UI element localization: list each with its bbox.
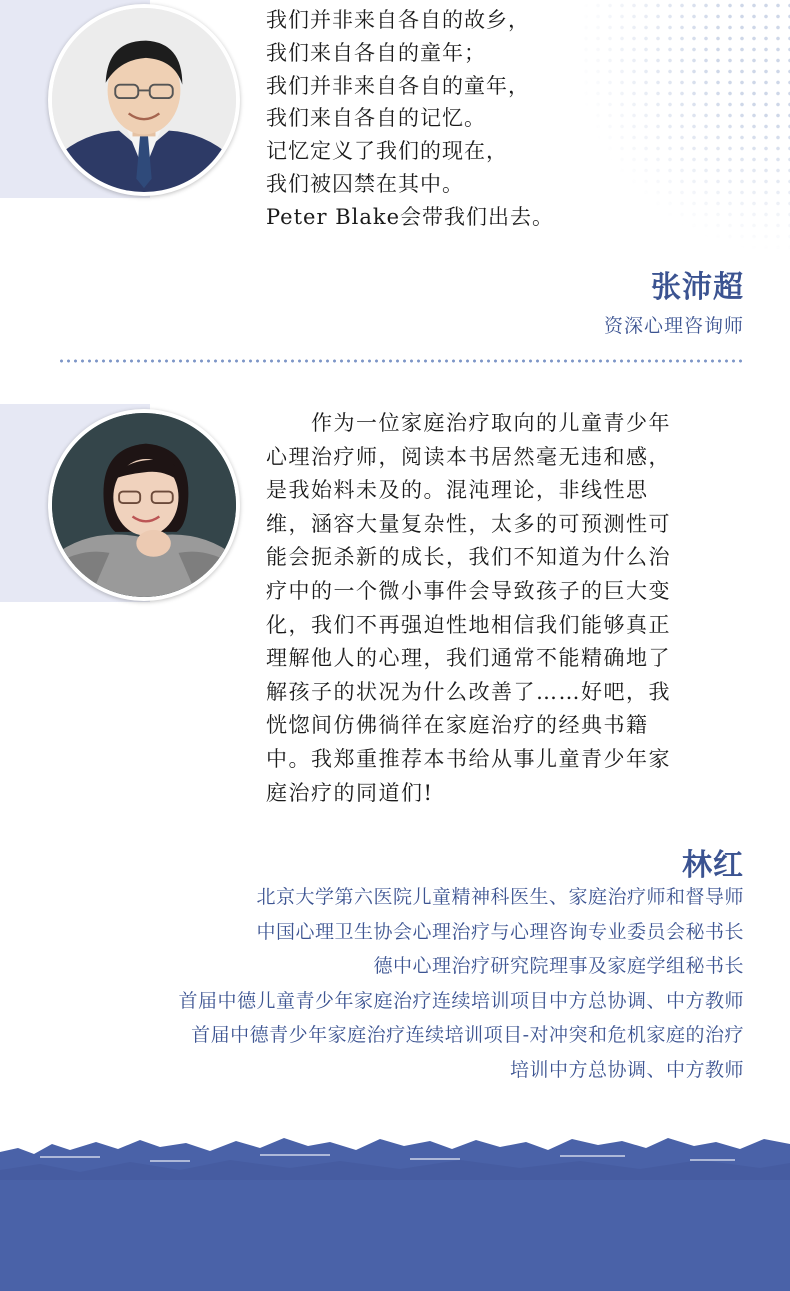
brush-stroke-shape [0,1130,790,1291]
paragraph-line: 作为一位家庭治疗取向的儿童青少年 [266,411,671,435]
poem-line: 我们来自各自的童年； [266,40,486,65]
poem-block [266,4,736,234]
poem-line: 我们被囚禁在其中。 [266,171,464,196]
credential-line: 德中心理治疗研究院理事及家庭学组秘书长 [373,955,744,977]
credential-line: 首届中德儿童青少年家庭治疗连续培训项目中方总协调、中方教师 [178,989,744,1012]
poem-line: 记忆定义了我们的现在， [266,139,508,164]
author-name-zhang: 张沛超 [651,270,744,305]
portrait-lin-hong [48,409,240,601]
author-name-lin: 林红 [682,848,744,883]
paragraph-line: 疗中的一个微小事件会导致孩子的巨大变 [266,578,671,603]
paragraph-line: 维，涵容大量复杂性，太多的可预测性可 [266,511,671,536]
paragraph-line: 解孩子的状况为什么改善了……好吧，我 [266,679,671,704]
credential-line: 培训中方总协调、中方教师 [509,1058,744,1081]
poem-line: Peter Blake会带我们出去。 [266,204,555,229]
credential-line: 北京大学第六医院儿童精神科医生、家庭治疗师和督导师 [256,886,744,908]
paragraph-line: 化，我们不再强迫性地相信我们能够真正 [266,612,671,637]
credential-line: 首届中德青少年家庭治疗连续培训项目-对冲突和危机家庭的治疗 [191,1024,744,1046]
footer-brush-band [0,1130,790,1291]
poem-line: 我们并非来自各自的故乡， [266,8,530,32]
paragraph-line: 中。我郑重推荐本书给从事儿童青少年家 [266,746,671,771]
author-credentials-lin [178,880,744,1087]
paragraph-line: 庭治疗的同道们! [266,780,434,805]
endorsement-paragraph [266,407,746,810]
man-portrait-illustration [52,8,236,192]
poem-line: 我们来自各自的记忆。 [266,106,486,131]
paragraph-line: 恍惚间仿佛徜徉在家庭治疗的经典书籍 [266,713,649,738]
paragraph-line: 心理治疗师，阅读本书居然毫无违和感， [266,444,671,469]
dotted-divider [58,359,746,363]
paragraph-line: 理解他人的心理，我们通常不能精确地了 [266,646,671,671]
paragraph-line: 能会扼杀新的成长，我们不知道为什么治 [266,545,671,570]
author-title-zhang: 资深心理咨询师 [603,315,744,337]
credential-line: 中国心理卫生协会心理治疗与心理咨询专业委员会秘书长 [256,920,744,943]
paragraph-line: 是我始料未及的。混沌理论，非线性思 [266,478,649,503]
portrait-zhang-peichao [48,4,240,196]
poem-line: 我们并非来自各自的童年， [266,73,530,98]
woman-portrait-illustration [52,413,236,597]
